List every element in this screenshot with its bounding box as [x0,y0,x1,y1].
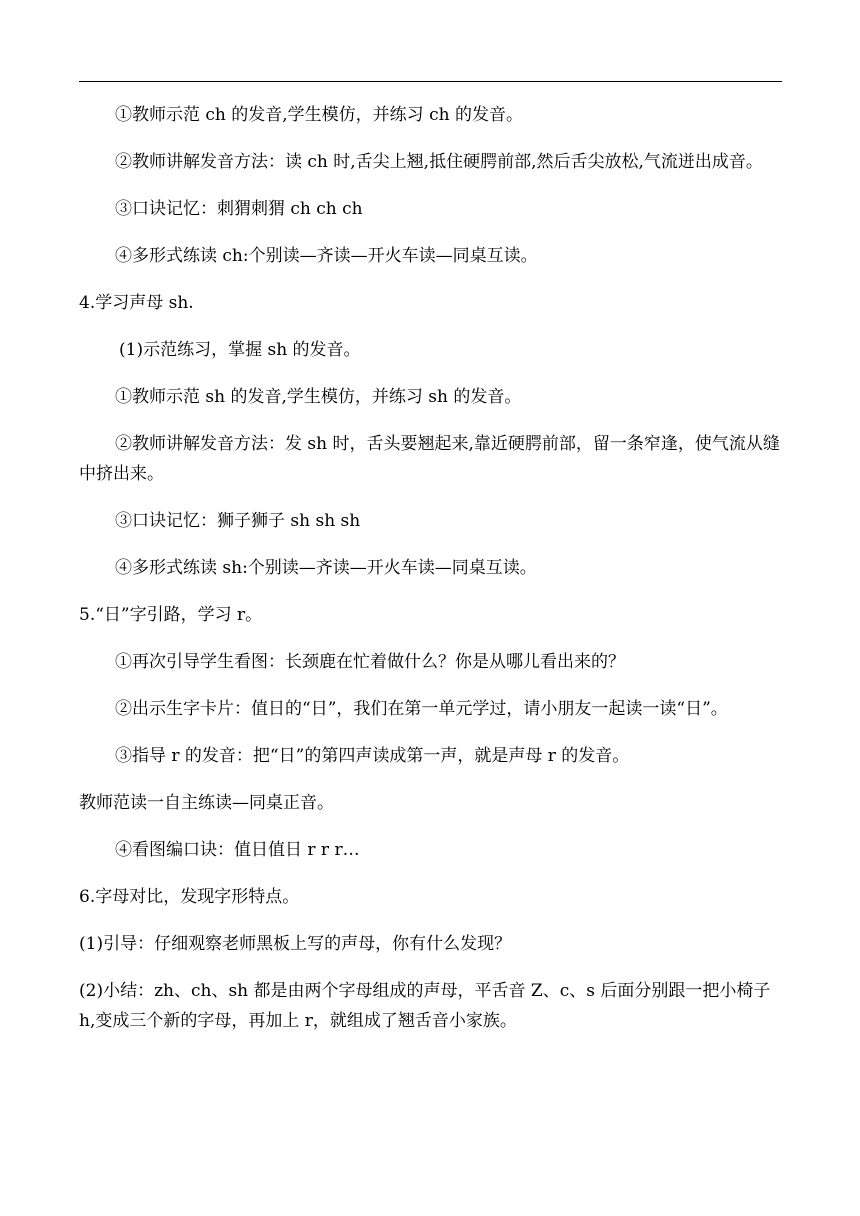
paragraph-ch-method: ②教师讲解发音方法：读 ch 时,舌尖上翘,抵住硬腭前部,然后舌尖放松,气流迸出成音。 [115,152,763,172]
paragraph-r-card: ②出示生字卡片：值日的“日”，我们在第一单元学过，请小朋友一起读一读“日”。 [115,699,728,719]
subheading-sh-demo: (1)示范练习，掌握 sh 的发音。 [119,340,361,360]
section-heading-r: 5.“日”字引路，学习 r。 [79,605,263,625]
section-heading-compare: 6.字母对比，发现字形特点。 [79,887,300,907]
paragraph-ch-rhyme: ③口诀记忆：刺猬刺猬 ch ch ch [115,199,363,219]
paragraph-sh-practice: ④多形式练读 sh:个别读—齐读—开火车读—同桌互读。 [115,558,537,578]
paragraph-sh-rhyme: ③口诀记忆：狮子狮子 sh sh sh [115,511,361,531]
header-rule [79,81,782,82]
paragraph-compare-guide: (1)引导：仔细观察老师黑板上写的声母，你有什么发现？ [79,934,512,954]
section-heading-sh: 4.学习声母 sh. [79,293,194,313]
paragraph-r-reading: 教师范读一自主练读—同桌正音。 [79,793,334,813]
paragraph-r-rhyme: ④看图编口诀：值日值日 r r r… [115,840,360,860]
paragraph-compare-summary: (2)小结：zh、ch、sh 都是由两个字母组成的声母，平舌音 Z、c、s 后面分别跟一把小椅子 h,变成三个新的字母，再加上 r，就组成了翘舌音小家族。 [79,981,771,1031]
paragraph-r-pronunciation: ③指导 r 的发音：把“日”的第四声读成第一声，就是声母 r 的发音。 [115,746,630,766]
paragraph-sh-demo: ①教师示范 sh 的发音,学生模仿，并练习 sh 的发音。 [115,387,522,407]
document-body [79,100,782,1053]
paragraph-sh-method: ②教师讲解发音方法：发 sh 时，舌头要翘起来,靠近硬腭前部，留一条窄逢，使气流从缝中挤出来。 [79,434,780,484]
paragraph-ch-demo: ①教师示范 ch 的发音,学生模仿，并练习 ch 的发音。 [115,105,523,125]
paragraph-r-picture: ①再次引导学生看图：长颈鹿在忙着做什么？你是从哪儿看出来的？ [115,652,625,672]
paragraph-ch-practice: ④多形式练读 ch:个别读—齐读—开火车读—同桌互读。 [115,246,538,266]
